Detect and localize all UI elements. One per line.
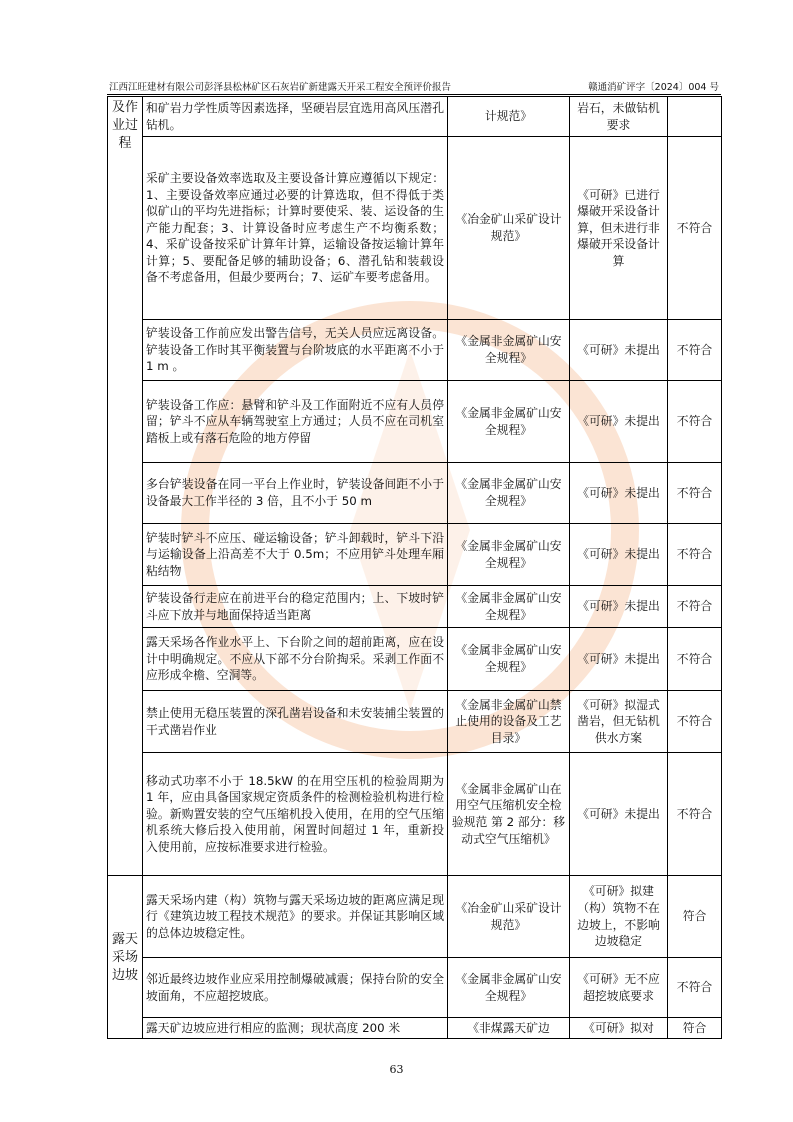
requirement-cell: 露天采场各作业水平上、下台阶之间的超前距离，应在设计中明确规定。不应从下部不分台阶掏采。采剥工作面不应形成伞檐、空洞等。 — [143, 628, 448, 691]
table-row — [108, 97, 722, 137]
status-cell: 《可研》未提出 — [570, 524, 668, 586]
table-row — [108, 1018, 722, 1039]
result-cell: 不符合 — [668, 691, 722, 753]
table-row — [108, 137, 722, 320]
result-cell: 符合 — [668, 1018, 722, 1039]
result-cell: 不符合 — [668, 753, 722, 876]
status-cell: 《可研》拟湿式凿岩，但无钻机供水方案 — [570, 691, 668, 753]
basis-cell: 《金属非金属矿山安全规程》 — [448, 586, 570, 628]
basis-cell: 《金属非金属矿山安全规程》 — [448, 524, 570, 586]
result-cell: 不符合 — [668, 628, 722, 691]
status-cell: 《可研》无不应超挖坡底要求 — [570, 958, 668, 1018]
basis-cell: 《金属非金属矿山安全规程》 — [448, 463, 570, 524]
result-cell: 不符合 — [668, 463, 722, 524]
status-cell: 《可研》拟建（构）筑物不在边坡上，不影响边坡稳定 — [570, 876, 668, 958]
requirement-cell: 移动式功率不小于 18.5kW 的在用空压机的检验周期为 1 年，应由具备国家规定资质条件的检测检验机构进行检验。新购置安装的空气压缩机投入使用，在用的空气压缩机系统大修后投入使用前，闲置时间超过 1 年，重新投入使用前，应按标准要求进行检验。 — [143, 753, 448, 876]
table-row — [108, 320, 722, 381]
basis-cell: 《冶金矿山采矿设计规范》 — [448, 137, 570, 320]
requirement-cell: 和矿岩力学性质等因素选择，坚硬岩层宜选用高风压潜孔钻机。 — [143, 97, 448, 137]
status-cell: 岩石，未做钻机要求 — [570, 97, 668, 137]
status-cell: 《可研》未提出 — [570, 381, 668, 463]
category-cell: 露天采场边坡 — [108, 876, 143, 1039]
result-cell — [668, 97, 722, 137]
result-cell: 不符合 — [668, 320, 722, 381]
requirement-cell: 多台铲装设备在同一平台上作业时，铲装设备间距不小于设备最大工作半径的 3 倍，且不小于 50 m — [143, 463, 448, 524]
status-cell: 《可研》未提出 — [570, 320, 668, 381]
requirement-cell: 露天矿边坡应进行相应的监测；现状高度 200 米 — [143, 1018, 448, 1039]
requirement-cell: 铲装时铲斗不应压、碰运输设备；铲斗卸载时，铲斗下沿与运输设备上沿高差不大于 0.5m；不应用铲斗处理车厢粘结物 — [143, 524, 448, 586]
requirement-cell: 铲装设备工作前应发出警告信号，无关人员应远离设备。铲装设备工作时其平衡装置与台阶坡底的水平距离不小于 1 m 。 — [143, 320, 448, 381]
table-row — [108, 586, 722, 628]
requirement-cell: 铲装设备行走应在前进平台的稳定范围内；上、下坡时铲斗应下放并与地面保持适当距离 — [143, 586, 448, 628]
table-row — [108, 381, 722, 463]
table-row — [108, 876, 722, 958]
basis-cell: 《冶金矿山采矿设计规范》 — [448, 876, 570, 958]
status-cell: 《可研》未提出 — [570, 586, 668, 628]
header-document-number: 赣通消矿评字〔2024〕004 号 — [588, 82, 719, 93]
table-row — [108, 958, 722, 1018]
basis-cell: 《金属非金属矿山在用空气压缩机安全检验规范 第 2 部分：移动式空气压缩机》 — [448, 753, 570, 876]
basis-cell: 计规范》 — [448, 97, 570, 137]
status-cell: 《可研》未提出 — [570, 628, 668, 691]
requirement-cell: 铲装设备工作应：悬臂和铲斗及工作面附近不应有人员停留；铲斗不应从车辆驾驶室上方通过；人员不应在司机室踏板上或有落石危险的地方停留 — [143, 381, 448, 463]
basis-cell: 《金属非金属矿山安全规程》 — [448, 628, 570, 691]
result-cell: 不符合 — [668, 137, 722, 320]
table-row — [108, 524, 722, 586]
requirement-cell: 露天采场内建（构）筑物与露天采场边坡的距离应满足现行《建筑边坡工程技术规范》的要求。并保证其影响区域的总体边坡稳定性。 — [143, 876, 448, 958]
result-cell: 符合 — [668, 876, 722, 958]
basis-cell: 《非煤露天矿边 — [448, 1018, 570, 1039]
page-number: 63 — [389, 1063, 404, 1076]
result-cell: 不符合 — [668, 958, 722, 1018]
status-cell: 《可研》未提出 — [570, 753, 668, 876]
header-report-title: 江西江旺建材有限公司彭泽县松林矿区石灰岩矿新建露天开采工程安全预评价报告 — [109, 82, 452, 93]
requirement-cell: 采矿主要设备效率选取及主要设备计算应遵循以下规定：1、主要设备效率应通过必要的计算选取，但不得低于类似矿山的平均先进指标；计算时要使采、装、运设备的生产能力配套；3、计算设备时应考虑生产不均衡系数；4、采矿设备按采矿计算年计算，运输设备按运输计算年计算；5、要配备足够的辅助设备；6、潜孔钻和装载设备不考虑备用，但最少要两台；7、运矿车要考虑备用。 — [143, 137, 448, 320]
status-cell: 《可研》未提出 — [570, 463, 668, 524]
page-header — [107, 78, 721, 95]
result-cell: 不符合 — [668, 524, 722, 586]
status-cell: 《可研》拟对 — [570, 1018, 668, 1039]
result-cell: 不符合 — [668, 381, 722, 463]
requirement-cell: 禁止使用无稳压装置的深孔凿岩设备和未安装捕尘装置的干式凿岩作业 — [143, 691, 448, 753]
table-row — [108, 463, 722, 524]
status-cell: 《可研》已进行爆破开采设备计算，但未进行非爆破开采设备计算 — [570, 137, 668, 320]
requirement-cell: 邻近最终边坡作业应采用控制爆破减震；保持台阶的安全坡面角，不应超挖坡底。 — [143, 958, 448, 1018]
basis-cell: 《金属非金属矿山安全规程》 — [448, 958, 570, 1018]
basis-cell: 《金属非金属矿山安全规程》 — [448, 320, 570, 381]
table-row — [108, 628, 722, 691]
table-row — [108, 691, 722, 753]
category-cell: 及作业过程 — [108, 97, 143, 876]
safety-checklist-table — [107, 96, 722, 1039]
table-row — [108, 753, 722, 876]
basis-cell: 《金属非金属矿山禁止使用的设备及工艺目录》 — [448, 691, 570, 753]
result-cell: 不符合 — [668, 586, 722, 628]
basis-cell: 《金属非金属矿山安全规程》 — [448, 381, 570, 463]
